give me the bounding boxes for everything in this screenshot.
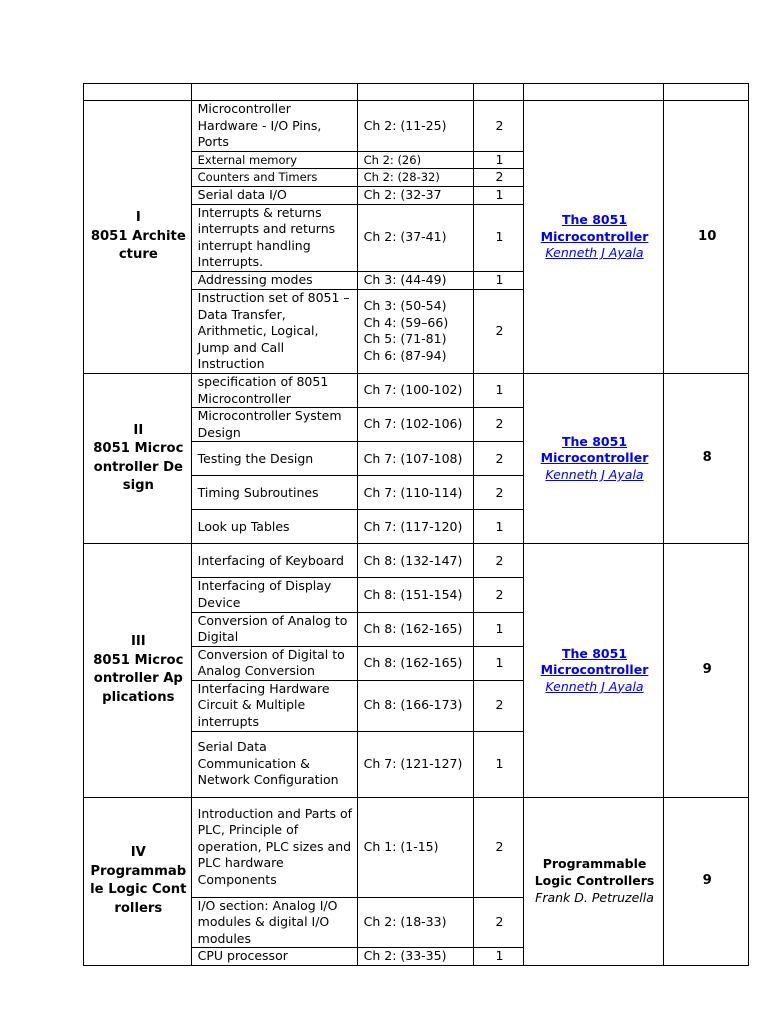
hours-cell: 2 <box>474 578 523 612</box>
textbook-author: Frank D. Petruzella <box>535 889 654 905</box>
topic-cell: Instruction set of 8051 – Data Transfer, Arithmetic, Logical, Jump and Call Instruction <box>191 289 357 373</box>
chapter-reference: Ch 2: (37-41) <box>363 229 447 245</box>
unit-cell <box>84 544 192 797</box>
table-row <box>84 373 749 407</box>
textbook-author[interactable]: Kenneth J Ayala <box>545 678 644 694</box>
textbook-author[interactable]: Kenneth J Ayala <box>545 245 644 261</box>
topic-cell: Counters and Timers <box>191 169 357 187</box>
unit-name: 8051 Microcontroller Design <box>93 441 184 494</box>
topic-cell: CPU processor <box>191 948 357 966</box>
topic-cell: I/O section: Analog I/O modules & digital I/O modules <box>191 897 357 948</box>
topic-cell: Microcontroller Hardware - I/O Pins, Ports <box>191 101 357 152</box>
chapter-reference: Ch 7: (121-127) <box>363 755 463 771</box>
unit-cell <box>84 373 192 543</box>
textbook-cell <box>523 101 664 374</box>
textbook-title[interactable]: The 8051 Microcontroller <box>540 433 649 466</box>
topic-cell: Interfacing Hardware Circuit & Multiple interrupts <box>191 680 357 731</box>
hours-cell: 1 <box>474 151 523 169</box>
reference-cell <box>357 289 474 373</box>
unit-name: 8051 Architecture <box>90 228 186 263</box>
reference-cell <box>357 101 474 152</box>
unit-number: IV <box>130 845 146 861</box>
textbook-cell <box>523 544 664 797</box>
reference-cell <box>357 680 474 731</box>
hours-cell: 1 <box>474 186 523 204</box>
header-cell-topic <box>191 84 357 101</box>
chapter-reference: Ch 4: (59–66) <box>363 314 449 330</box>
hours-cell: 2 <box>474 442 523 476</box>
hours-cell: 2 <box>474 101 523 152</box>
reference-cell <box>357 544 474 578</box>
header-cell-unit <box>84 84 192 101</box>
hours-cell: 2 <box>474 897 523 948</box>
chapter-reference: Ch 2: (26) <box>363 152 422 167</box>
textbook-title[interactable]: The 8051 Microcontroller <box>540 212 649 244</box>
chapter-reference: Ch 2: (33-35) <box>363 948 447 964</box>
header-cell-book <box>523 84 664 101</box>
chapter-reference: Ch 3: (44-49) <box>363 272 447 288</box>
syllabus-table <box>83 83 749 966</box>
topic-cell: Conversion of Digital to Analog Conversion <box>191 646 357 680</box>
hours-cell: 1 <box>474 204 523 271</box>
unit-cell <box>84 101 192 374</box>
textbook-author[interactable]: Kenneth J Ayala <box>545 466 644 482</box>
textbook-cell <box>523 373 664 543</box>
hours-cell: 1 <box>474 948 523 966</box>
reference-cell <box>357 612 474 646</box>
header-cell-reference <box>357 84 474 101</box>
chapter-reference: Ch 2: (11-25) <box>363 117 447 133</box>
table-row <box>84 544 749 578</box>
hours-cell: 2 <box>474 797 523 897</box>
chapter-reference: Ch 7: (102-106) <box>363 416 463 432</box>
table-row <box>84 797 749 897</box>
topic-cell: Interfacing of Keyboard <box>191 544 357 578</box>
chapter-reference: Ch 3: (50-54) <box>363 298 447 314</box>
header-cell-total <box>664 84 749 101</box>
textbook-title[interactable]: The 8051 Microcontroller <box>540 645 649 678</box>
reference-cell <box>357 408 474 442</box>
textbook-cell <box>523 797 664 965</box>
chapter-reference: Ch 5: (71-81) <box>363 331 447 347</box>
reference-cell <box>357 186 474 204</box>
syllabus-body <box>84 84 749 966</box>
reference-cell <box>357 797 474 897</box>
hours-cell: 2 <box>474 289 523 373</box>
hours-cell: 2 <box>474 408 523 442</box>
unit-number: I <box>135 210 141 226</box>
reference-cell <box>357 204 474 271</box>
chapter-reference: Ch 6: (87-94) <box>363 348 447 364</box>
total-hours-cell: 9 <box>664 797 749 965</box>
total-hours-cell: 8 <box>664 373 749 543</box>
table-row <box>84 101 749 152</box>
hours-cell: 2 <box>474 680 523 731</box>
reference-cell <box>357 442 474 476</box>
topic-cell: Testing the Design <box>191 442 357 476</box>
topic-cell: specification of 8051 Microcontroller <box>191 373 357 407</box>
chapter-reference: Ch 8: (162-165) <box>363 654 463 670</box>
chapter-reference: Ch 7: (100-102) <box>363 382 463 398</box>
topic-cell: Timing Subroutines <box>191 476 357 510</box>
chapter-reference: Ch 8: (132-147) <box>363 552 463 568</box>
hours-cell: 1 <box>474 612 523 646</box>
hours-cell: 2 <box>474 544 523 578</box>
header-row <box>84 84 749 101</box>
chapter-reference: Ch 7: (117-120) <box>363 518 463 534</box>
textbook-title: Programmable Logic Controllers <box>534 856 655 889</box>
topic-cell: Serial Data Communication & Network Configuration <box>191 731 357 797</box>
topic-cell: Serial data I/O <box>191 186 357 204</box>
topic-cell: Interfacing of Display Device <box>191 578 357 612</box>
topic-cell: Addressing modes <box>191 271 357 289</box>
chapter-reference: Ch 2: (28-32) <box>363 170 440 185</box>
reference-cell <box>357 169 474 187</box>
hours-cell: 1 <box>474 731 523 797</box>
reference-cell <box>357 948 474 966</box>
total-hours-cell: 10 <box>664 101 749 374</box>
reference-cell <box>357 646 474 680</box>
unit-cell <box>84 797 192 965</box>
topic-cell: Microcontroller System Design <box>191 408 357 442</box>
hours-cell: 1 <box>474 271 523 289</box>
reference-cell <box>357 897 474 948</box>
hours-cell: 2 <box>474 476 523 510</box>
chapter-reference: Ch 8: (162-165) <box>363 620 463 636</box>
reference-cell <box>357 151 474 169</box>
header-cell-hours <box>474 84 523 101</box>
topic-cell: External memory <box>191 151 357 169</box>
chapter-reference: Ch 7: (110-114) <box>363 484 463 500</box>
chapter-reference: Ch 8: (151-154) <box>363 586 463 602</box>
hours-cell: 1 <box>474 510 523 544</box>
reference-cell <box>357 731 474 797</box>
chapter-reference: Ch 1: (1-15) <box>363 838 439 854</box>
reference-cell <box>357 578 474 612</box>
chapter-reference: Ch 8: (166-173) <box>363 697 463 713</box>
reference-cell <box>357 510 474 544</box>
topic-cell: Conversion of Analog to Digital <box>191 612 357 646</box>
chapter-reference: Ch 2: (32-37 <box>363 186 442 202</box>
total-hours-cell: 9 <box>664 544 749 797</box>
reference-cell <box>357 476 474 510</box>
reference-cell <box>357 373 474 407</box>
unit-name: 8051 Microcontroller Applications <box>93 652 184 705</box>
chapter-reference: Ch 7: (107-108) <box>363 450 463 466</box>
unit-number: II <box>133 422 144 438</box>
topic-cell: Look up Tables <box>191 510 357 544</box>
unit-name: Programmable Logic Controllers <box>90 863 187 916</box>
hours-cell: 2 <box>474 169 523 187</box>
reference-cell <box>357 271 474 289</box>
topic-cell: Introduction and Parts of PLC, Principle of operation, PLC sizes and PLC hardware Components <box>191 797 357 897</box>
hours-cell: 1 <box>474 373 523 407</box>
unit-number: III <box>130 634 146 650</box>
hours-cell: 1 <box>474 646 523 680</box>
chapter-reference: Ch 2: (18-33) <box>363 914 447 930</box>
topic-cell: Interrupts & returns interrupts and returns interrupt handling Interrupts. <box>191 204 357 271</box>
